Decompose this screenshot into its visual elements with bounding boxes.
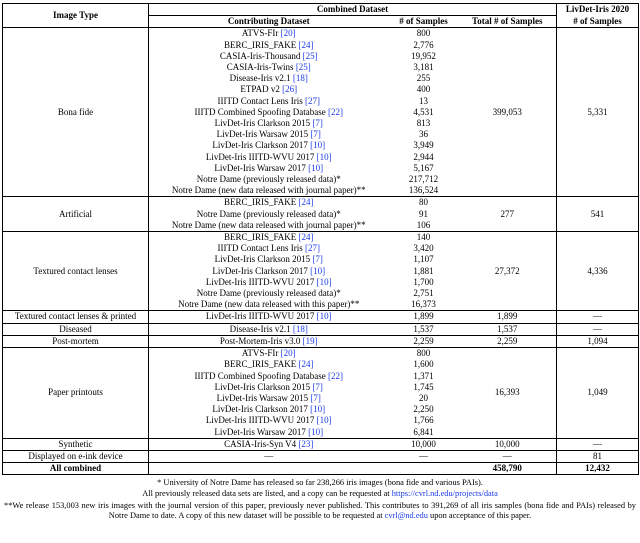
col-header-total-samples: Total # of Samples xyxy=(459,16,557,28)
dataset-cell: BERC_IRIS_FAKE [24] xyxy=(223,39,314,50)
citation-link[interactable]: [10] xyxy=(316,415,332,426)
citation-link[interactable]: [7] xyxy=(310,392,321,403)
col-header-contributing-dataset: Contributing Dataset xyxy=(149,16,389,28)
citation-link[interactable]: [24] xyxy=(298,359,314,370)
samples-cell: 255 xyxy=(416,73,431,84)
dataset-cell: CASIA-Iris-Syn V4 [23] xyxy=(149,438,389,450)
samples-cell: 1,371 xyxy=(413,370,434,381)
citation-link[interactable]: [25] xyxy=(295,62,311,73)
footnote-star-line1: * University of Notre Dame has released so far 238,266 iris images (bona fide and various PAIs). xyxy=(157,478,483,488)
image-type-cell: Post-mortem xyxy=(3,335,149,347)
samples-cell: 91 xyxy=(419,208,428,219)
dataset-cell: Notre Dame (previously released data)* xyxy=(196,208,341,219)
citation-link[interactable]: [27] xyxy=(304,243,320,254)
citation-link[interactable]: [10] xyxy=(316,276,332,287)
col-header-livdet-samples: # of Samples xyxy=(557,16,639,28)
table-row xyxy=(3,323,639,335)
dataset-cell: IIITD Combined Spoofing Database [22] xyxy=(194,106,343,117)
dataset-cell: Notre Dame (new data released with this paper)** xyxy=(178,299,360,310)
dataset-cell: LivDet-Iris Clarkson 2017 [10] xyxy=(212,404,326,415)
samples-cell: 19,952 xyxy=(411,50,436,61)
citation-link[interactable]: [7] xyxy=(312,254,323,265)
dataset-cell: ATVS-FIr [20] xyxy=(149,348,389,360)
citation-link[interactable]: [18] xyxy=(292,323,308,334)
table-row xyxy=(3,197,639,209)
col-header-image-type: Image Type xyxy=(3,4,149,28)
livdet-cell: — xyxy=(557,438,639,450)
dataset-cell: Notre Dame (previously released data)* xyxy=(196,174,341,185)
dataset-cell xyxy=(149,463,459,475)
footnotes xyxy=(4,478,636,521)
citation-link[interactable]: [7] xyxy=(312,118,323,129)
image-type-cell: Textured contact lenses & printed xyxy=(3,311,149,323)
dataset-cell: ETPAD v2 [26] xyxy=(240,84,298,95)
table-row xyxy=(3,335,639,347)
livdet-cell: 4,336 xyxy=(557,232,639,311)
dataset-cell: Disease-Iris v2.1 [18] xyxy=(149,323,389,335)
image-type-cell: Artificial xyxy=(3,197,149,232)
image-type-cell: All combined xyxy=(3,463,149,475)
samples-cell: 16,373 xyxy=(411,299,436,310)
samples-cell: 2,751 xyxy=(413,288,434,299)
samples-cell: 1,600 xyxy=(413,359,434,370)
citation-link[interactable]: [24] xyxy=(298,197,314,208)
livdet-cell: 12,432 xyxy=(557,463,639,475)
samples-cell: 3,949 xyxy=(413,140,434,151)
dataset-cell: LivDet-Iris Clarkson 2015 [7] xyxy=(214,381,323,392)
total-cell: 2,259 xyxy=(459,335,557,347)
citation-link[interactable]: [10] xyxy=(310,404,326,415)
livdet-cell: 81 xyxy=(557,450,639,462)
table-row xyxy=(3,450,639,462)
col-header-combined-dataset: Combined Dataset xyxy=(149,4,557,16)
dataset-cell: LivDet-Iris Warsaw 2015 [7] xyxy=(216,129,321,140)
dataset-cell: IIITD Contact Lens Iris [27] xyxy=(217,95,320,106)
header-row-1 xyxy=(3,4,639,16)
livdet-cell: — xyxy=(557,311,639,323)
citation-link[interactable]: [24] xyxy=(298,39,314,50)
samples-cell: 1,881 xyxy=(413,265,434,276)
table-row xyxy=(3,463,639,475)
dataset-cell: LivDet-Iris IIITD-WVU 2017 [10] xyxy=(205,276,332,287)
samples-cell: 2,944 xyxy=(413,151,434,162)
citation-link[interactable]: [27] xyxy=(304,95,320,106)
table-row xyxy=(3,438,639,450)
samples-cell: — xyxy=(389,450,459,462)
samples-cell: 4,531 xyxy=(413,106,434,117)
samples-cell: 10,000 xyxy=(389,438,459,450)
table-row xyxy=(3,28,639,40)
samples-cell: 1,107 xyxy=(413,254,434,265)
citation-link[interactable]: [25] xyxy=(302,50,318,61)
dataset-cell: LivDet-Iris Warsaw 2017 [10] xyxy=(214,426,324,437)
samples-cell: 20 xyxy=(419,392,428,403)
image-type-cell: Displayed on e-ink device xyxy=(3,450,149,462)
samples-cell: 800 xyxy=(389,348,459,360)
citation-link[interactable]: [10] xyxy=(316,311,332,322)
citation-link[interactable]: [10] xyxy=(308,426,324,437)
livdet-cell: 1,049 xyxy=(557,348,639,439)
dataset-table xyxy=(2,3,639,475)
samples-cell: 2,250 xyxy=(413,404,434,415)
samples-cell: 1,745 xyxy=(413,381,434,392)
dataset-cell: CASIA-Iris-Thousand [25] xyxy=(219,50,318,61)
dataset-cell: LivDet-Iris Warsaw 2015 [7] xyxy=(216,392,321,403)
total-cell: 1,537 xyxy=(459,323,557,335)
citation-link[interactable]: [26] xyxy=(282,84,298,95)
citation-link[interactable]: [24] xyxy=(298,232,314,243)
dataset-cell: IIITD Combined Spoofing Database [22] xyxy=(194,370,343,381)
dataset-cell: Notre Dame (new data released with journal paper)** xyxy=(171,219,366,230)
dataset-cell: Disease-Iris v2.1 [18] xyxy=(229,73,308,84)
dataset-cell: ATVS-FIr [20] xyxy=(149,28,389,40)
livdet-cell: 541 xyxy=(557,197,639,232)
image-type-cell: Paper printouts xyxy=(3,348,149,439)
livdet-cell: 5,331 xyxy=(557,28,639,197)
table-row xyxy=(3,232,639,244)
dataset-cell: LivDet-Iris Clarkson 2015 [7] xyxy=(214,118,323,129)
footnote-star-line2 xyxy=(4,489,636,500)
samples-cell: 3,181 xyxy=(413,62,434,73)
dataset-cell: LivDet-Iris IIITD-WVU 2017 [10] xyxy=(205,151,332,162)
total-cell: 27,372 xyxy=(459,232,557,311)
citation-link[interactable]: [10] xyxy=(308,162,324,173)
citation-link[interactable]: [10] xyxy=(310,140,326,151)
samples-cell: 2,259 xyxy=(389,335,459,347)
samples-cell: 13 xyxy=(419,95,428,106)
dataset-cell: Notre Dame (previously released data)* xyxy=(196,288,341,299)
dataset-cell: BERC_IRIS_FAKE [24] xyxy=(149,197,389,209)
image-type-cell: Diseased xyxy=(3,323,149,335)
dataset-cell: BERC_IRIS_FAKE [24] xyxy=(149,232,389,244)
dataset-cell: LivDet-Iris IIITD-WVU 2017 [10] xyxy=(205,415,332,426)
footnote-text: upon acceptance of this paper. xyxy=(427,511,532,521)
livdet-cell: 1,094 xyxy=(557,335,639,347)
citation-link[interactable]: [22] xyxy=(327,106,343,117)
citation-link[interactable]: [7] xyxy=(312,381,323,392)
footnote-text: All previously released data sets are listed, and a copy can be requested at xyxy=(142,488,392,498)
samples-cell: 5,167 xyxy=(413,162,434,173)
total-cell: 458,790 xyxy=(459,463,557,475)
total-cell: — xyxy=(459,450,557,462)
citation-link[interactable]: [20] xyxy=(280,28,296,39)
citation-link[interactable]: [18] xyxy=(292,73,308,84)
footnote-doublestar xyxy=(4,501,636,522)
dataset-cell: IIITD Contact Lens Iris [27] xyxy=(217,243,320,254)
image-type-cell: Synthetic xyxy=(3,438,149,450)
samples-cell: 6,841 xyxy=(413,426,434,437)
dataset-cell: — xyxy=(149,450,389,462)
samples-cell: 2,776 xyxy=(413,39,434,50)
col-header-num-samples: # of Samples xyxy=(389,16,459,28)
col-header-livdet-title: LivDet-Iris 2020 xyxy=(557,4,639,16)
citation-link[interactable]: [19] xyxy=(302,335,318,346)
samples-cell: 136,524 xyxy=(408,185,439,196)
dataset-cell: LivDet-Iris Clarkson 2017 [10] xyxy=(212,265,326,276)
samples-cell: 1,537 xyxy=(389,323,459,335)
samples-cell: 3,420 xyxy=(413,243,434,254)
samples-cell: 80 xyxy=(389,197,459,209)
dataset-cell: BERC_IRIS_FAKE [24] xyxy=(223,359,314,370)
dataset-cell: Post-Mortem-Iris v3.0 [19] xyxy=(149,335,389,347)
samples-cell: 217,712 xyxy=(408,174,439,185)
dataset-cell: CASIA-Iris-Twins [25] xyxy=(226,62,311,73)
samples-cell: 1,700 xyxy=(413,276,434,287)
samples-cell: 140 xyxy=(389,232,459,244)
samples-cell: 400 xyxy=(416,84,431,95)
samples-cell: 813 xyxy=(416,118,431,129)
citation-link[interactable]: [20] xyxy=(280,348,296,359)
table-row xyxy=(3,348,639,360)
dataset-cell: LivDet-Iris Clarkson 2017 [10] xyxy=(212,140,326,151)
image-type-cell: Bona fide xyxy=(3,28,149,197)
citation-link[interactable]: [7] xyxy=(310,129,321,140)
total-cell: 277 xyxy=(459,197,557,232)
footnote-link-email[interactable]: cvrl@nd.edu xyxy=(384,511,428,521)
dataset-cell: LivDet-Iris IIITD-WVU 2017 [10] xyxy=(149,311,389,323)
samples-cell: 1,899 xyxy=(389,311,459,323)
citation-link[interactable]: [23] xyxy=(298,438,314,449)
citation-link[interactable]: [22] xyxy=(327,370,343,381)
samples-cell: 106 xyxy=(416,219,431,230)
table-row xyxy=(3,311,639,323)
samples-cell: 800 xyxy=(389,28,459,40)
total-cell: 10,000 xyxy=(459,438,557,450)
dataset-cell: LivDet-Iris Warsaw 2017 [10] xyxy=(214,162,324,173)
footnote-link-projects-data[interactable]: https://cvrl.nd.edu/projects/data xyxy=(391,488,498,498)
image-type-cell: Textured contact lenses xyxy=(3,232,149,311)
total-cell: 399,053 xyxy=(459,28,557,197)
total-cell: 1,899 xyxy=(459,311,557,323)
dataset-cell: Notre Dame (new data released with journal paper)** xyxy=(171,185,366,196)
livdet-cell: — xyxy=(557,323,639,335)
citation-link[interactable]: [10] xyxy=(310,265,326,276)
dataset-cell: LivDet-Iris Clarkson 2015 [7] xyxy=(214,254,323,265)
samples-cell: 36 xyxy=(419,129,428,140)
samples-cell: 1,766 xyxy=(413,415,434,426)
total-cell: 16,393 xyxy=(459,348,557,439)
footnote-text: **We release 153,003 new iris images with the journal version of this paper, previously never published. This contributes to 391,269 of all iris samples (bona fide and PAIs) released by Notre Dame to date. A copy of this new dataset will be possible to be requested at xyxy=(4,500,636,521)
citation-link[interactable]: [10] xyxy=(316,151,332,162)
